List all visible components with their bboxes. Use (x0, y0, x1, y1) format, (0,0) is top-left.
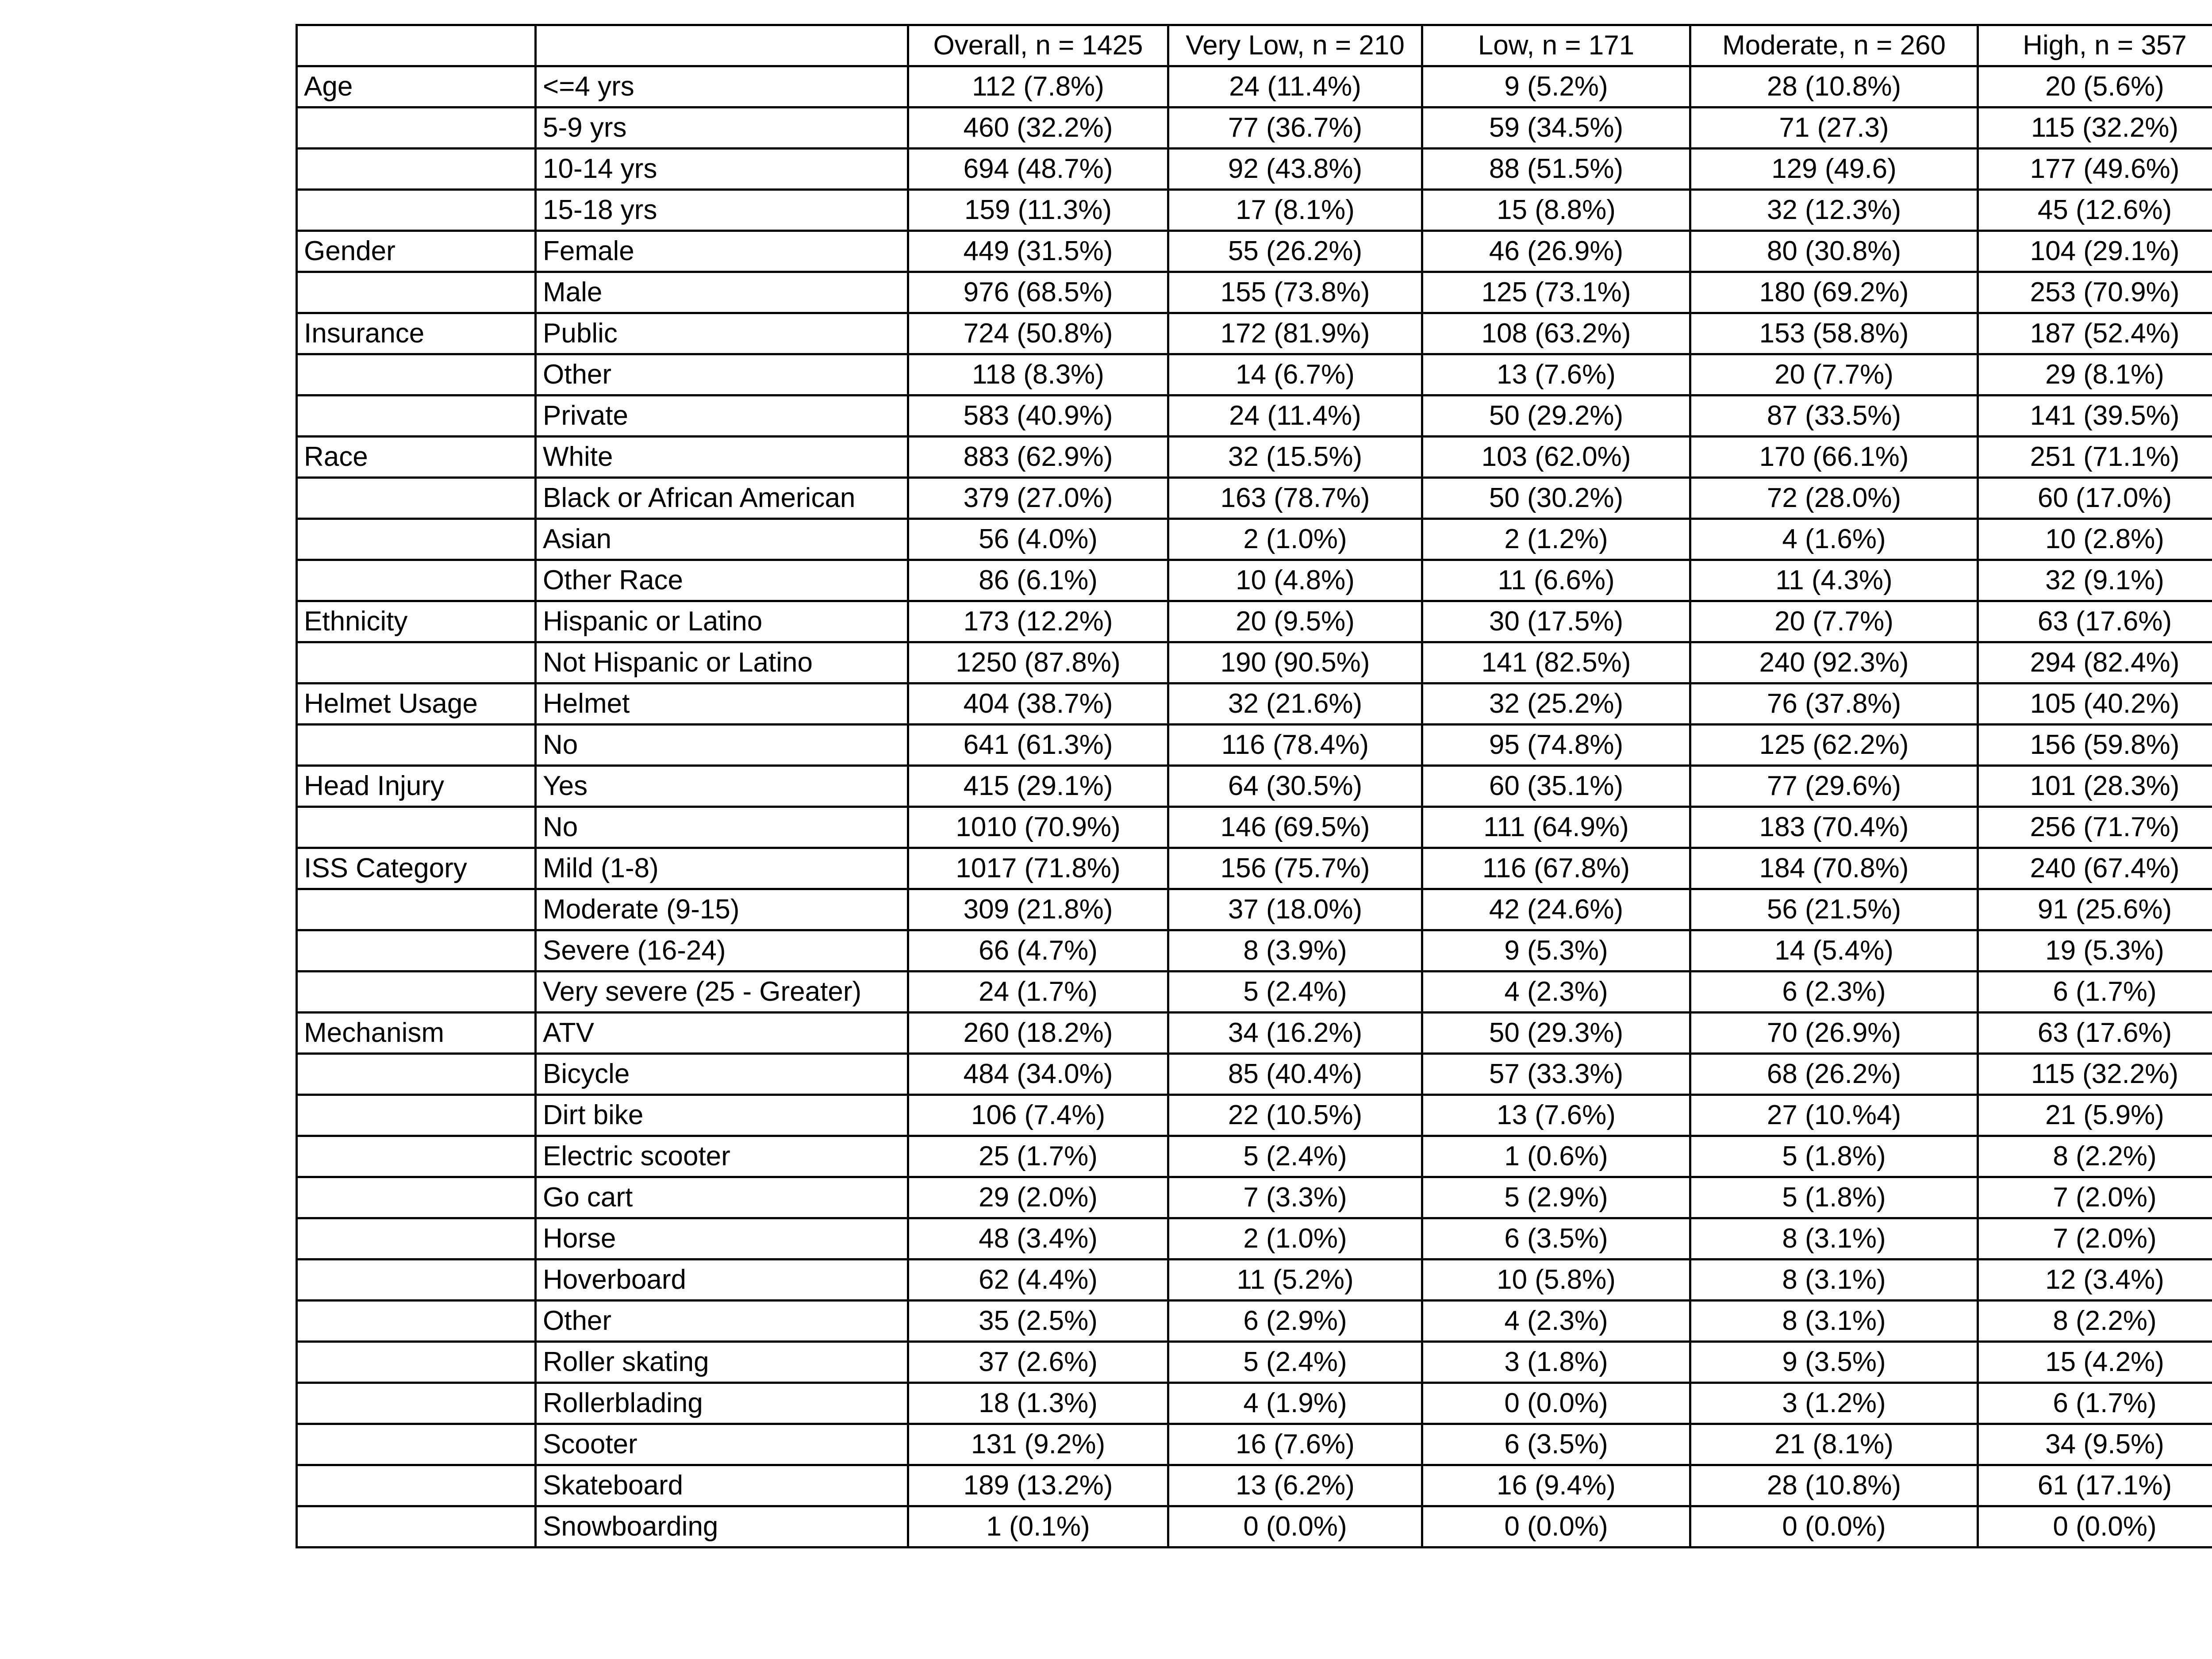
cell-category (297, 807, 536, 848)
cell-very-low: 17 (8.1%) (1168, 190, 1422, 231)
cell-high: 45 (12.6%) (1978, 190, 2212, 231)
cell-category (297, 642, 536, 684)
cell-category (297, 1260, 536, 1301)
cell-subcategory: 15-18 yrs (536, 190, 908, 231)
cell-very-low: 146 (69.5%) (1168, 807, 1422, 848)
cell-moderate: 3 (1.2%) (1690, 1383, 1978, 1424)
table-row (297, 149, 2212, 190)
cell-subcategory: Not Hispanic or Latino (536, 642, 908, 684)
table-row (297, 1013, 2212, 1054)
cell-high: 256 (71.7%) (1978, 807, 2212, 848)
header-cell-overall: Overall, n = 1425 (908, 25, 1168, 66)
cell-overall: 415 (29.1%) (908, 766, 1168, 807)
cell-overall: 62 (4.4%) (908, 1260, 1168, 1301)
cell-subcategory: Male (536, 272, 908, 313)
cell-subcategory: Skateboard (536, 1465, 908, 1506)
cell-subcategory: Other (536, 1301, 908, 1342)
table-row (297, 108, 2212, 149)
cell-very-low: 92 (43.8%) (1168, 149, 1422, 190)
cell-low: 4 (2.3%) (1422, 1301, 1690, 1342)
cell-subcategory: No (536, 807, 908, 848)
cell-category (297, 1506, 536, 1548)
cell-moderate: 20 (7.7%) (1690, 601, 1978, 642)
cell-moderate: 72 (28.0%) (1690, 478, 1978, 519)
cell-low: 50 (30.2%) (1422, 478, 1690, 519)
cell-subcategory: Helmet (536, 684, 908, 725)
cell-high: 105 (40.2%) (1978, 684, 2212, 725)
cell-low: 125 (73.1%) (1422, 272, 1690, 313)
cell-subcategory: White (536, 437, 908, 478)
cell-overall: 86 (6.1%) (908, 560, 1168, 601)
cell-high: 294 (82.4%) (1978, 642, 2212, 684)
cell-subcategory: Moderate (9-15) (536, 889, 908, 930)
cell-very-low: 190 (90.5%) (1168, 642, 1422, 684)
cell-category (297, 560, 536, 601)
cell-high: 34 (9.5%) (1978, 1424, 2212, 1465)
cell-very-low: 22 (10.5%) (1168, 1095, 1422, 1136)
cell-overall: 66 (4.7%) (908, 930, 1168, 972)
cell-high: 20 (5.6%) (1978, 66, 2212, 108)
cell-category (297, 889, 536, 930)
cell-category (297, 396, 536, 437)
cell-very-low: 24 (11.4%) (1168, 66, 1422, 108)
cell-overall: 484 (34.0%) (908, 1054, 1168, 1095)
cell-category (297, 354, 536, 396)
cell-moderate: 240 (92.3%) (1690, 642, 1978, 684)
cell-very-low: 55 (26.2%) (1168, 231, 1422, 272)
cell-low: 50 (29.2%) (1422, 396, 1690, 437)
table-row (297, 1342, 2212, 1383)
cell-category: Ethnicity (297, 601, 536, 642)
cell-low: 0 (0.0%) (1422, 1506, 1690, 1548)
cell-subcategory: Hispanic or Latino (536, 601, 908, 642)
cell-high: 6 (1.7%) (1978, 1383, 2212, 1424)
cell-subcategory: 10-14 yrs (536, 149, 908, 190)
cell-high: 101 (28.3%) (1978, 766, 2212, 807)
cell-overall: 260 (18.2%) (908, 1013, 1168, 1054)
header-row (297, 25, 2212, 66)
cell-subcategory: No (536, 725, 908, 766)
cell-moderate: 21 (8.1%) (1690, 1424, 1978, 1465)
table-row (297, 1383, 2212, 1424)
cell-overall: 309 (21.8%) (908, 889, 1168, 930)
cell-moderate: 56 (21.5%) (1690, 889, 1978, 930)
cell-very-low: 6 (2.9%) (1168, 1301, 1422, 1342)
cell-high: 7 (2.0%) (1978, 1218, 2212, 1260)
cell-high: 115 (32.2%) (1978, 1054, 2212, 1095)
cell-subcategory: Go cart (536, 1177, 908, 1218)
cell-moderate: 0 (0.0%) (1690, 1506, 1978, 1548)
cell-moderate: 129 (49.6) (1690, 149, 1978, 190)
table-row (297, 725, 2212, 766)
cell-subcategory: Rollerblading (536, 1383, 908, 1424)
cell-high: 91 (25.6%) (1978, 889, 2212, 930)
cell-high: 141 (39.5%) (1978, 396, 2212, 437)
cell-overall: 56 (4.0%) (908, 519, 1168, 560)
header-cell-high: High, n = 357 (1978, 25, 2212, 66)
cell-low: 5 (2.9%) (1422, 1177, 1690, 1218)
cell-very-low: 11 (5.2%) (1168, 1260, 1422, 1301)
cell-very-low: 14 (6.7%) (1168, 354, 1422, 396)
cell-low: 111 (64.9%) (1422, 807, 1690, 848)
cell-low: 0 (0.0%) (1422, 1383, 1690, 1424)
cell-very-low: 7 (3.3%) (1168, 1177, 1422, 1218)
cell-moderate: 27 (10.%4) (1690, 1095, 1978, 1136)
table-row (297, 478, 2212, 519)
table-row (297, 972, 2212, 1013)
table-row (297, 1260, 2212, 1301)
cell-overall: 694 (48.7%) (908, 149, 1168, 190)
cell-subcategory: Severe (16-24) (536, 930, 908, 972)
cell-category: Mechanism (297, 1013, 536, 1054)
table-row (297, 560, 2212, 601)
cell-category (297, 1424, 536, 1465)
cell-moderate: 9 (3.5%) (1690, 1342, 1978, 1383)
cell-high: 61 (17.1%) (1978, 1465, 2212, 1506)
cell-high: 0 (0.0%) (1978, 1506, 2212, 1548)
cell-subcategory: Female (536, 231, 908, 272)
cell-very-low: 37 (18.0%) (1168, 889, 1422, 930)
table-row (297, 684, 2212, 725)
cell-very-low: 10 (4.8%) (1168, 560, 1422, 601)
cell-moderate: 76 (37.8%) (1690, 684, 1978, 725)
cell-very-low: 156 (75.7%) (1168, 848, 1422, 889)
cell-very-low: 5 (2.4%) (1168, 1342, 1422, 1383)
cell-subcategory: Private (536, 396, 908, 437)
cell-low: 32 (25.2%) (1422, 684, 1690, 725)
cell-low: 103 (62.0%) (1422, 437, 1690, 478)
cell-category (297, 1136, 536, 1177)
cell-high: 8 (2.2%) (1978, 1301, 2212, 1342)
cell-moderate: 87 (33.5%) (1690, 396, 1978, 437)
table-row (297, 231, 2212, 272)
cell-very-low: 32 (21.6%) (1168, 684, 1422, 725)
cell-category (297, 108, 536, 149)
cell-low: 57 (33.3%) (1422, 1054, 1690, 1095)
table-row (297, 1136, 2212, 1177)
table-row (297, 66, 2212, 108)
table-body (297, 25, 2212, 1548)
cell-moderate: 11 (4.3%) (1690, 560, 1978, 601)
cell-very-low: 77 (36.7%) (1168, 108, 1422, 149)
table-row (297, 1095, 2212, 1136)
cell-high: 187 (52.4%) (1978, 313, 2212, 354)
cell-category (297, 1301, 536, 1342)
table-row (297, 1177, 2212, 1218)
cell-subcategory: Mild (1-8) (536, 848, 908, 889)
cell-very-low: 5 (2.4%) (1168, 972, 1422, 1013)
header-cell-very-low: Very Low, n = 210 (1168, 25, 1422, 66)
cell-overall: 1 (0.1%) (908, 1506, 1168, 1548)
cell-moderate: 184 (70.8%) (1690, 848, 1978, 889)
cell-high: 15 (4.2%) (1978, 1342, 2212, 1383)
cell-category: Helmet Usage (297, 684, 536, 725)
cell-high: 7 (2.0%) (1978, 1177, 2212, 1218)
cell-subcategory: Other Race (536, 560, 908, 601)
cell-very-low: 24 (11.4%) (1168, 396, 1422, 437)
cell-category (297, 1465, 536, 1506)
cell-low: 15 (8.8%) (1422, 190, 1690, 231)
cell-overall: 189 (13.2%) (908, 1465, 1168, 1506)
cell-high: 21 (5.9%) (1978, 1095, 2212, 1136)
cell-very-low: 8 (3.9%) (1168, 930, 1422, 972)
header-cell-subcategory (536, 25, 908, 66)
table-row (297, 1218, 2212, 1260)
cell-moderate: 28 (10.8%) (1690, 66, 1978, 108)
cell-subcategory: ATV (536, 1013, 908, 1054)
cell-high: 115 (32.2%) (1978, 108, 2212, 149)
cell-category (297, 149, 536, 190)
header-cell-category (297, 25, 536, 66)
cell-subcategory: Roller skating (536, 1342, 908, 1383)
cell-moderate: 5 (1.8%) (1690, 1177, 1978, 1218)
table-row (297, 1506, 2212, 1548)
table-row (297, 1465, 2212, 1506)
cell-moderate: 8 (3.1%) (1690, 1218, 1978, 1260)
cell-moderate: 8 (3.1%) (1690, 1260, 1978, 1301)
header-cell-moderate: Moderate, n = 260 (1690, 25, 1978, 66)
cell-moderate: 125 (62.2%) (1690, 725, 1978, 766)
cell-category (297, 1054, 536, 1095)
cell-moderate: 20 (7.7%) (1690, 354, 1978, 396)
cell-high: 104 (29.1%) (1978, 231, 2212, 272)
table-row (297, 396, 2212, 437)
cell-low: 116 (67.8%) (1422, 848, 1690, 889)
cell-category (297, 519, 536, 560)
cell-moderate: 153 (58.8%) (1690, 313, 1978, 354)
cell-low: 11 (6.6%) (1422, 560, 1690, 601)
cell-overall: 976 (68.5%) (908, 272, 1168, 313)
cell-overall: 118 (8.3%) (908, 354, 1168, 396)
cell-low: 30 (17.5%) (1422, 601, 1690, 642)
cell-subcategory: 5-9 yrs (536, 108, 908, 149)
cell-category (297, 190, 536, 231)
cell-low: 50 (29.3%) (1422, 1013, 1690, 1054)
cell-low: 2 (1.2%) (1422, 519, 1690, 560)
cell-category: ISS Category (297, 848, 536, 889)
cell-category: Head Injury (297, 766, 536, 807)
cell-category: Insurance (297, 313, 536, 354)
cell-high: 6 (1.7%) (1978, 972, 2212, 1013)
cell-category (297, 478, 536, 519)
cell-low: 13 (7.6%) (1422, 354, 1690, 396)
cell-moderate: 80 (30.8%) (1690, 231, 1978, 272)
cell-moderate: 8 (3.1%) (1690, 1301, 1978, 1342)
table-row (297, 601, 2212, 642)
cell-overall: 173 (12.2%) (908, 601, 1168, 642)
cell-very-low: 0 (0.0%) (1168, 1506, 1422, 1548)
cell-moderate: 180 (69.2%) (1690, 272, 1978, 313)
cell-low: 95 (74.8%) (1422, 725, 1690, 766)
cell-subcategory: Snowboarding (536, 1506, 908, 1548)
cell-category (297, 1342, 536, 1383)
cell-very-low: 116 (78.4%) (1168, 725, 1422, 766)
cell-moderate: 28 (10.8%) (1690, 1465, 1978, 1506)
cell-very-low: 34 (16.2%) (1168, 1013, 1422, 1054)
table-row (297, 848, 2212, 889)
cell-low: 141 (82.5%) (1422, 642, 1690, 684)
cell-very-low: 172 (81.9%) (1168, 313, 1422, 354)
cell-moderate: 170 (66.1%) (1690, 437, 1978, 478)
cell-very-low: 2 (1.0%) (1168, 519, 1422, 560)
cell-low: 6 (3.5%) (1422, 1218, 1690, 1260)
cell-overall: 641 (61.3%) (908, 725, 1168, 766)
cell-low: 10 (5.8%) (1422, 1260, 1690, 1301)
cell-subcategory: Other (536, 354, 908, 396)
cell-overall: 583 (40.9%) (908, 396, 1168, 437)
table-row (297, 642, 2212, 684)
cell-category (297, 725, 536, 766)
cell-overall: 883 (62.9%) (908, 437, 1168, 478)
cell-very-low: 32 (15.5%) (1168, 437, 1422, 478)
cell-high: 12 (3.4%) (1978, 1260, 2212, 1301)
cell-subcategory: Public (536, 313, 908, 354)
cell-overall: 24 (1.7%) (908, 972, 1168, 1013)
cell-moderate: 6 (2.3%) (1690, 972, 1978, 1013)
cell-high: 240 (67.4%) (1978, 848, 2212, 889)
cell-moderate: 183 (70.4%) (1690, 807, 1978, 848)
cell-subcategory: Electric scooter (536, 1136, 908, 1177)
cell-low: 1 (0.6%) (1422, 1136, 1690, 1177)
cell-overall: 159 (11.3%) (908, 190, 1168, 231)
cell-moderate: 5 (1.8%) (1690, 1136, 1978, 1177)
cell-overall: 35 (2.5%) (908, 1301, 1168, 1342)
cell-low: 88 (51.5%) (1422, 149, 1690, 190)
table-row (297, 437, 2212, 478)
table-row (297, 1424, 2212, 1465)
cell-low: 3 (1.8%) (1422, 1342, 1690, 1383)
cell-subcategory: Asian (536, 519, 908, 560)
cell-very-low: 4 (1.9%) (1168, 1383, 1422, 1424)
cell-overall: 48 (3.4%) (908, 1218, 1168, 1260)
table-row (297, 190, 2212, 231)
cell-high: 63 (17.6%) (1978, 1013, 2212, 1054)
cell-overall: 112 (7.8%) (908, 66, 1168, 108)
cell-moderate: 14 (5.4%) (1690, 930, 1978, 972)
cell-low: 60 (35.1%) (1422, 766, 1690, 807)
cell-high: 8 (2.2%) (1978, 1136, 2212, 1177)
cell-category (297, 1383, 536, 1424)
cell-moderate: 4 (1.6%) (1690, 519, 1978, 560)
cell-overall: 18 (1.3%) (908, 1383, 1168, 1424)
cell-subcategory: Hoverboard (536, 1260, 908, 1301)
cell-category: Race (297, 437, 536, 478)
table-row (297, 354, 2212, 396)
cell-category (297, 1095, 536, 1136)
cell-subcategory: Dirt bike (536, 1095, 908, 1136)
table-row (297, 807, 2212, 848)
cell-very-low: 5 (2.4%) (1168, 1136, 1422, 1177)
table-row (297, 766, 2212, 807)
cell-high: 32 (9.1%) (1978, 560, 2212, 601)
cell-overall: 460 (32.2%) (908, 108, 1168, 149)
cell-low: 9 (5.3%) (1422, 930, 1690, 972)
cell-low: 13 (7.6%) (1422, 1095, 1690, 1136)
cell-category: Gender (297, 231, 536, 272)
table-row (297, 272, 2212, 313)
cell-high: 10 (2.8%) (1978, 519, 2212, 560)
cell-very-low: 85 (40.4%) (1168, 1054, 1422, 1095)
cell-moderate: 68 (26.2%) (1690, 1054, 1978, 1095)
cell-high: 156 (59.8%) (1978, 725, 2212, 766)
cell-very-low: 155 (73.8%) (1168, 272, 1422, 313)
cell-subcategory: <=4 yrs (536, 66, 908, 108)
cell-low: 4 (2.3%) (1422, 972, 1690, 1013)
cell-low: 16 (9.4%) (1422, 1465, 1690, 1506)
cell-category (297, 272, 536, 313)
cell-overall: 106 (7.4%) (908, 1095, 1168, 1136)
cell-overall: 1250 (87.8%) (908, 642, 1168, 684)
cell-subcategory: Horse (536, 1218, 908, 1260)
cell-overall: 29 (2.0%) (908, 1177, 1168, 1218)
table-row (297, 889, 2212, 930)
cell-category: Age (297, 66, 536, 108)
cell-very-low: 163 (78.7%) (1168, 478, 1422, 519)
cell-low: 59 (34.5%) (1422, 108, 1690, 149)
cell-moderate: 70 (26.9%) (1690, 1013, 1978, 1054)
cell-very-low: 16 (7.6%) (1168, 1424, 1422, 1465)
cell-very-low: 64 (30.5%) (1168, 766, 1422, 807)
cell-subcategory: Very severe (25 - Greater) (536, 972, 908, 1013)
cell-subcategory: Black or African American (536, 478, 908, 519)
cell-subcategory: Scooter (536, 1424, 908, 1465)
cell-overall: 1010 (70.9%) (908, 807, 1168, 848)
cell-high: 29 (8.1%) (1978, 354, 2212, 396)
cell-overall: 1017 (71.8%) (908, 848, 1168, 889)
cell-very-low: 2 (1.0%) (1168, 1218, 1422, 1260)
cell-category (297, 930, 536, 972)
table-row (297, 1054, 2212, 1095)
header-cell-low: Low, n = 171 (1422, 25, 1690, 66)
cell-high: 253 (70.9%) (1978, 272, 2212, 313)
cell-high: 19 (5.3%) (1978, 930, 2212, 972)
cell-low: 108 (63.2%) (1422, 313, 1690, 354)
cell-category (297, 1177, 536, 1218)
cell-subcategory: Yes (536, 766, 908, 807)
table-row (297, 1301, 2212, 1342)
cell-overall: 724 (50.8%) (908, 313, 1168, 354)
cell-moderate: 71 (27.3) (1690, 108, 1978, 149)
cell-high: 60 (17.0%) (1978, 478, 2212, 519)
table-row (297, 313, 2212, 354)
cell-high: 177 (49.6%) (1978, 149, 2212, 190)
cell-moderate: 32 (12.3%) (1690, 190, 1978, 231)
cell-low: 42 (24.6%) (1422, 889, 1690, 930)
cell-low: 46 (26.9%) (1422, 231, 1690, 272)
cell-very-low: 20 (9.5%) (1168, 601, 1422, 642)
cell-low: 9 (5.2%) (1422, 66, 1690, 108)
cell-overall: 25 (1.7%) (908, 1136, 1168, 1177)
cell-category (297, 1218, 536, 1260)
cell-high: 63 (17.6%) (1978, 601, 2212, 642)
cell-moderate: 77 (29.6%) (1690, 766, 1978, 807)
cell-category (297, 972, 536, 1013)
cell-subcategory: Bicycle (536, 1054, 908, 1095)
cell-overall: 131 (9.2%) (908, 1424, 1168, 1465)
table-row (297, 930, 2212, 972)
demographics-table (296, 24, 2212, 1548)
cell-overall: 37 (2.6%) (908, 1342, 1168, 1383)
cell-low: 6 (3.5%) (1422, 1424, 1690, 1465)
cell-overall: 404 (38.7%) (908, 684, 1168, 725)
cell-overall: 449 (31.5%) (908, 231, 1168, 272)
cell-very-low: 13 (6.2%) (1168, 1465, 1422, 1506)
cell-overall: 379 (27.0%) (908, 478, 1168, 519)
table-row (297, 519, 2212, 560)
cell-high: 251 (71.1%) (1978, 437, 2212, 478)
